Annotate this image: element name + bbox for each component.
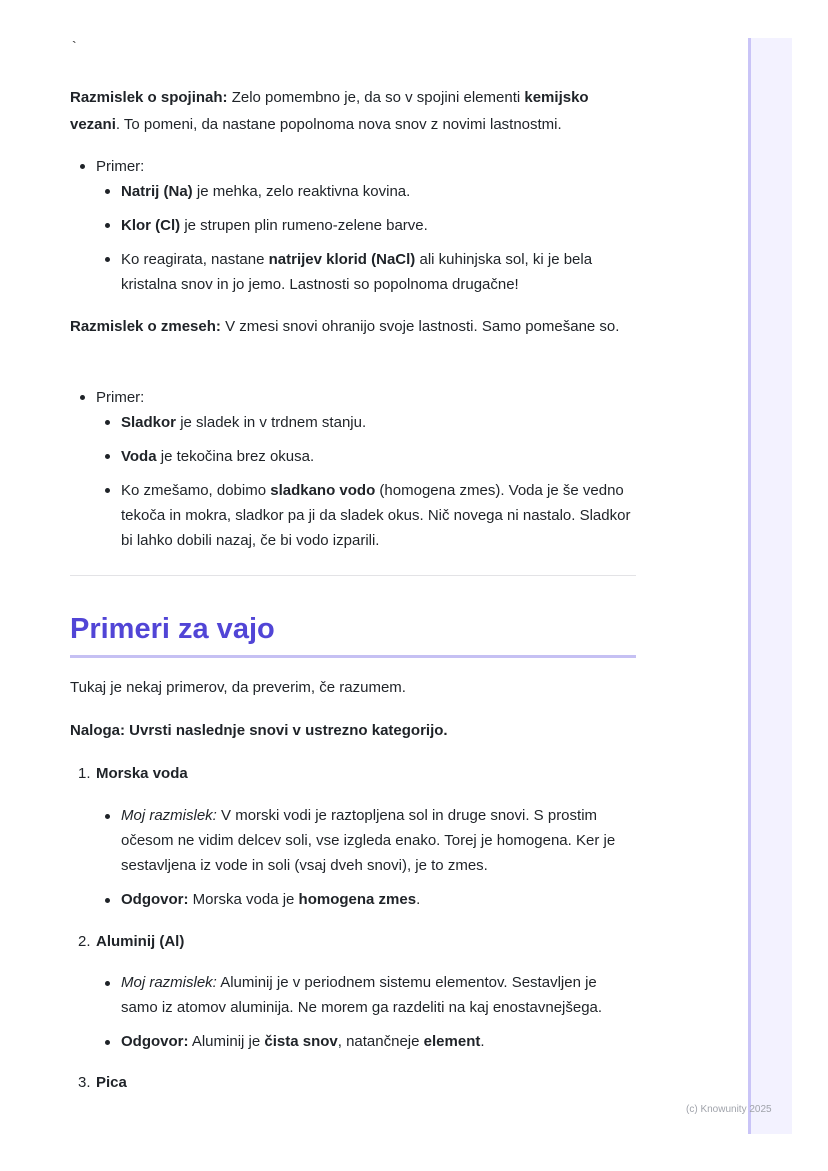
- page-sidebar: [748, 38, 792, 1134]
- divider: [70, 575, 636, 576]
- title-underline: [70, 655, 636, 658]
- compounds-paragraph: Razmislek o spojinah: Zelo pomembno je, da so v spojini elementi kemijsko vezani. To pomeni, da nastane popolnoma nova snov z novimi lastnostmi.: [70, 89, 589, 133]
- mixtures-lead: Razmislek o zmeseh:: [70, 318, 221, 335]
- task-reasoning: Moj razmislek: Aluminij je v periodnem sistemu elementov. Sestavljen je samo iz atomov aluminija. Ne morem ga razdeliti na kaj enostavnejšega.: [121, 974, 603, 1016]
- task-number: 1.: [78, 765, 91, 782]
- task-title: Morska voda: [96, 765, 188, 782]
- bullet-icon: [80, 395, 85, 400]
- bullet-icon: [105, 454, 110, 459]
- bullet-icon: [105, 898, 110, 903]
- task-title: Aluminij (Al): [96, 933, 185, 950]
- list-item: Natrij (Na) je mehka, zelo reaktivna kovina.: [121, 183, 411, 200]
- list-item: Klor (Cl) je strupen plin rumeno-zelene barve.: [121, 217, 428, 234]
- bullet-icon: [105, 189, 110, 194]
- mixtures-paragraph: Razmislek o zmeseh: V zmesi snovi ohranijo svoje lastnosti. Samo pomešane so.: [70, 318, 620, 335]
- task-instruction: Naloga: Uvrsti naslednje snovi v ustrezno kategorijo.: [70, 722, 448, 739]
- example1-label: Primer:: [96, 158, 145, 175]
- task-number: 3.: [78, 1074, 91, 1091]
- list-item: Ko zmešamo, dobimo sladkano vodo (homogena zmes). Voda je še vedno tekoča in mokra, sladkor pa ji da sladek okus. Nič novega ni nastalo. Sladkor bi lahko dobili nazaj, če bi vodo izparili.: [121, 482, 631, 549]
- bullet-icon: [105, 420, 110, 425]
- bullet-icon: [105, 488, 110, 493]
- bullet-icon: [105, 257, 110, 262]
- section-title: Primeri za vajo: [70, 613, 275, 645]
- section-intro: Tukaj je nekaj primerov, da preverim, če razumem.: [70, 679, 406, 696]
- bullet-icon: [105, 981, 110, 986]
- bullet-icon: [105, 814, 110, 819]
- bullet-icon: [80, 164, 85, 169]
- compounds-lead: Razmislek o spojinah:: [70, 89, 228, 106]
- list-item: Voda je tekočina brez okusa.: [121, 448, 315, 465]
- list-item: Sladkor je sladek in v trdnem stanju.: [121, 414, 367, 431]
- task-answer: Odgovor: Morska voda je homogena zmes.: [121, 891, 421, 908]
- task-title: Pica: [96, 1074, 127, 1091]
- stray-mark: `: [72, 38, 77, 54]
- task-number: 2.: [78, 933, 91, 950]
- example2-label: Primer:: [96, 389, 145, 406]
- list-item: Ko reagirata, nastane natrijev klorid (NaCl) ali kuhinjska sol, ki je bela kristalna snov in jo jemo. Lastnosti so popolnoma drugačne!: [121, 251, 593, 293]
- bullet-icon: [105, 223, 110, 228]
- task-reasoning: Moj razmislek: V morski vodi je raztopljena sol in druge snovi. S prostim očesom ne vidim delcev soli, vse izgleda enako. Torej je homogena. Ker je sestavljena iz vode in soli (vsaj dveh snovi), je to zmes.: [121, 807, 616, 874]
- copyright-footer: (c) Knowunity 2025: [686, 1104, 772, 1115]
- bullet-icon: [105, 1040, 110, 1045]
- task-answer: Odgovor: Aluminij je čista snov, natančneje element.: [121, 1033, 485, 1050]
